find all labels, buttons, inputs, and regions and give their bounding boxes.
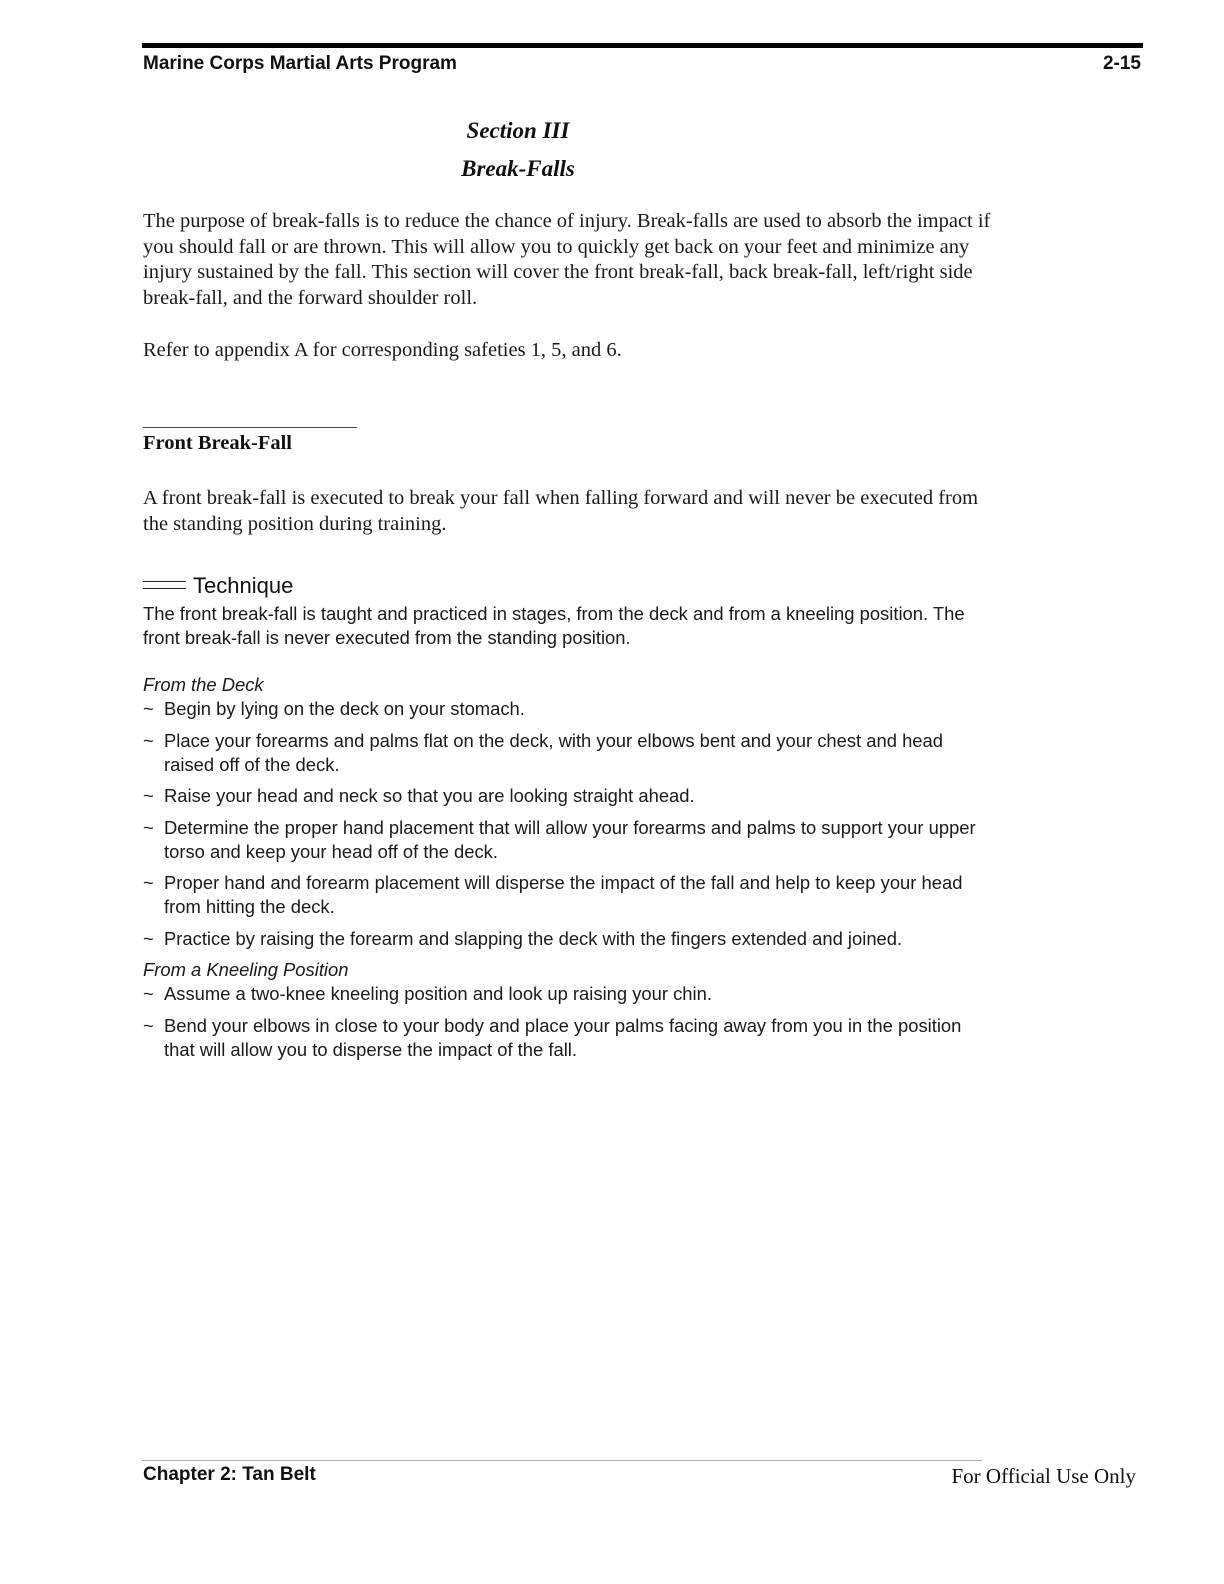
list-item-text: Practice by raising the forearm and slapping the deck with the fingers extended and joined. bbox=[164, 928, 903, 949]
bullet-tilde: ~ bbox=[143, 928, 154, 949]
list-item bbox=[143, 816, 993, 863]
list-item bbox=[143, 784, 993, 808]
intro-paragraph: The purpose of break-falls is to reduce the chance of injury. Break-falls are used to absorb the impact if you should fall or are thrown. This will allow you to quickly get back on your feet and minimize any injury sustained by the fall. This section will cover the front break-fall, back break-fall, left/right side break-fall, and the forward shoulder roll. bbox=[143, 210, 991, 310]
technique-intro: The front break-fall is taught and practiced in stages, from the deck and from a kneeling position. The front break-fall is never executed from the standing position. bbox=[143, 603, 965, 648]
front-break-fall-description: A front break-fall is executed to break your fall when falling forward and will never be executed from the standing position during training. bbox=[143, 487, 979, 535]
technique-marker-icon bbox=[143, 581, 186, 589]
section-title: Break-Falls bbox=[461, 156, 575, 181]
bullet-tilde: ~ bbox=[143, 1015, 154, 1036]
list-item bbox=[143, 729, 993, 776]
document-title: Marine Corps Martial Arts Program bbox=[143, 53, 457, 74]
list-item-text: Determine the proper hand placement that will allow your forearms and palms to support your upper torso and keep your head off of the deck. bbox=[164, 817, 976, 862]
classification-label: For Official Use Only bbox=[951, 1464, 1136, 1488]
page-number: 2-15 bbox=[1102, 53, 1141, 74]
section-number: Section III bbox=[466, 118, 570, 143]
list-item bbox=[143, 871, 993, 918]
safety-note: Refer to appendix A for corresponding safeties 1, 5, and 6. bbox=[143, 339, 622, 361]
list-item-text: Proper hand and forearm placement will disperse the impact of the fall and help to keep your head from hitting the deck. bbox=[164, 872, 963, 917]
header-rule bbox=[142, 43, 1143, 48]
list-item bbox=[143, 927, 993, 951]
list-item-text: Raise your head and neck so that you are looking straight ahead. bbox=[164, 785, 695, 806]
bullet-tilde: ~ bbox=[143, 785, 154, 806]
front-break-fall-heading: Front Break-Fall bbox=[143, 432, 292, 454]
technique-heading: Technique bbox=[193, 573, 294, 598]
bullet-tilde: ~ bbox=[143, 872, 154, 893]
subsection-rule bbox=[143, 427, 357, 428]
list-item bbox=[143, 982, 993, 1006]
kneeling-subheading: From a Kneeling Position bbox=[143, 959, 349, 980]
bullet-tilde: ~ bbox=[143, 698, 154, 719]
list-item bbox=[143, 697, 993, 721]
footer-rule bbox=[142, 1460, 982, 1461]
bullet-tilde: ~ bbox=[143, 817, 154, 838]
list-item bbox=[143, 1014, 993, 1061]
list-item-text: Begin by lying on the deck on your stomach. bbox=[164, 698, 525, 719]
bullet-tilde: ~ bbox=[143, 730, 154, 751]
deck-subheading: From the Deck bbox=[143, 674, 264, 695]
list-item-text: Place your forearms and palms flat on the deck, with your elbows bent and your chest and head raised off of the deck. bbox=[164, 730, 943, 775]
chapter-label: Chapter 2: Tan Belt bbox=[143, 1464, 316, 1485]
list-item-text: Assume a two-knee kneeling position and look up raising your chin. bbox=[164, 983, 712, 1004]
list-item-text: Bend your elbows in close to your body and place your palms facing away from you in the position that will allow you to disperse the impact of the fall. bbox=[164, 1015, 962, 1060]
bullet-tilde: ~ bbox=[143, 983, 154, 1004]
